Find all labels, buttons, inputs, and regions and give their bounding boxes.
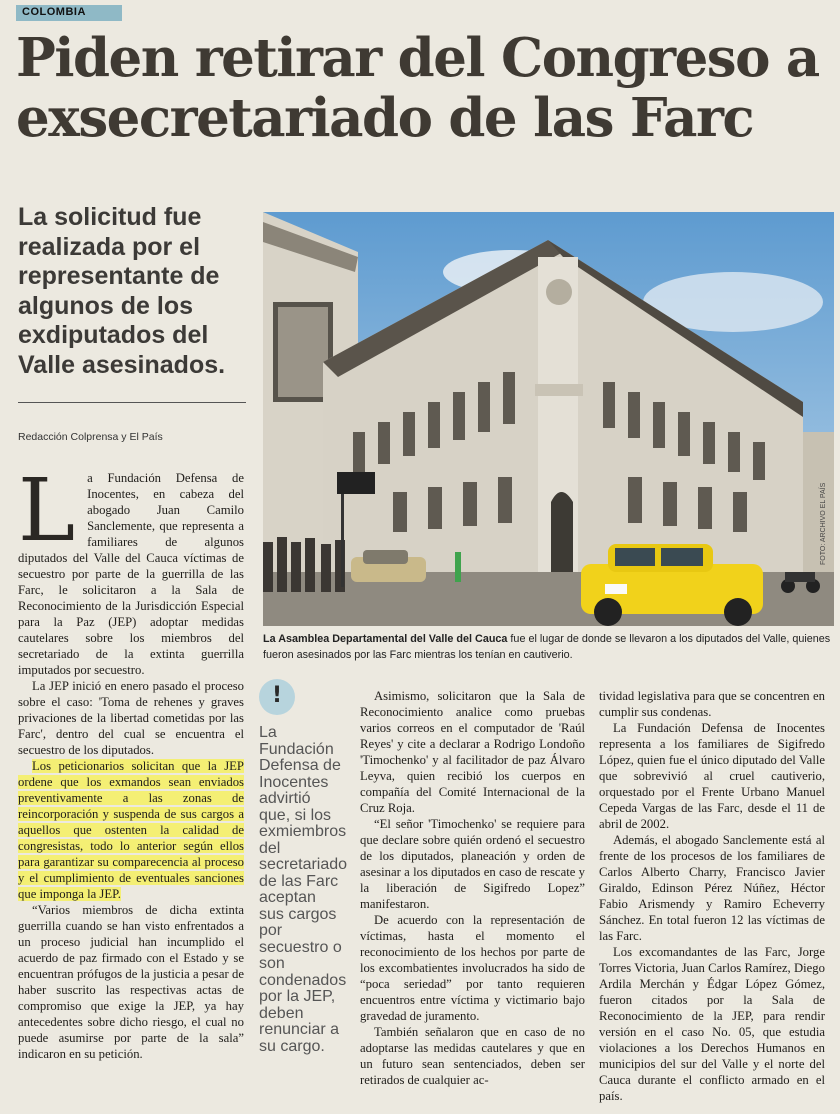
paragraph: “Varios miembros de dicha extinta guerrilla cuando se han visto enfrentados a un proceso judicial han incumplido el acuerdo de paz firmado con el Estado y se encuentran prófugos de la justicia a pesar de haber suscrito las respectivas actas de compromiso que exige la JEP, ya hay antecedentes sobre dicho riesgo, el cual no puede asumirse por parte de la sala” indicaron en su petición. xyxy=(18,903,244,1061)
paragraph: Además, el abogado Sanclemente está al frente de los procesos de los familiares de Carlos Alberto Charry, Francisco Javier Giraldo, Edinson Pérez Núñez, Héctor Fabio Arismendy y Ramiro Echeverry Sánchez. En total fueron 12 las víctimas de las Farc. xyxy=(599,833,825,943)
pull-quote: La Fundación Defensa de Inocentes advirtió que, si los exmiembros del secretariado de las Farc aceptan sus cargos por secuestro o son condenados por la JEP, deben renunciar a su cargo. xyxy=(259,724,348,1055)
caption-text: fue el lugar de donde se llevaron a los diputados del Valle, quienes fueron asesinados por las Farc mientras los tenían en cautiverio. xyxy=(263,633,831,661)
paragraph: Asimismo, solicitaron que la Sala de Reconocimiento analice como pruebas varios correos en el computador de 'Raúl Reyes' y cite a declarar a Rodrigo Londoño 'Timochenko' y al facilitador de paz Álvaro Leyva, quien recibió los cuerpos en compañía del Comité Internacional de la Cruz Roja. xyxy=(360,689,585,815)
paragraph: tividad legislativa para que se concentren en cumplir sus condenas. xyxy=(599,689,825,719)
body-column-1 xyxy=(18,461,244,1062)
section-label: COLOMBIA xyxy=(22,6,86,18)
headline: Piden retirar del Congreso a exsecretariado de las Farc xyxy=(16,27,819,149)
paragraph: a Fundación Defensa de Inocentes, en cabeza del abogado Juan Camilo Sanclemente, que representa a familiares de algunos diputados del Valle del Cauca víctimas de secuestro por parte de la guerrilla de las Farc, le solicitaron a la Sala de Reconocimiento de la Jurisdicción Especial para la Paz (JEP) adoptar medidas cautelares sobre los miembros del secretariado de la extinta guerrilla imputados por secuestro. xyxy=(18,471,244,677)
paragraph: De acuerdo con la representación de víctimas, hasta el momento el reconocimiento de los hechos por parte de los excombatientes involucrados ha sido de “poca seriedad” por tanto requieren encuentros entre víctima y victimario bajo gravedad de juramento. xyxy=(360,913,585,1023)
photo-credit: FOTO: ARCHIVO EL PAÍS xyxy=(820,482,827,565)
paragraph: Los excomandantes de las Farc, Jorge Torres Victoria, Juan Carlos Ramírez, Diego Ardila Merchán y Édgar López Gómez, fueron citados por la Sala de Reconocimiento de la JEP, para rendir versión en el caso No. 05, que estudia violaciones a los Derechos Humanos en municipios del sur del Valle y el norte del Cauca durante el conflicto armado en el país. xyxy=(599,945,825,1103)
body-column-3 xyxy=(599,688,825,1104)
highlighted-paragraph xyxy=(18,758,244,902)
photo-caption xyxy=(263,631,834,663)
exclamation-icon: ! xyxy=(259,679,295,715)
deck-divider xyxy=(18,402,246,403)
article-photo xyxy=(263,212,834,626)
paragraph: La JEP inició en enero pasado el proceso sobre el caso: 'Toma de rehenes y graves privaciones de la libertad cometidas por las Farc', dentro del cual se encuentra el secuestro de los diputados. xyxy=(18,679,244,757)
deck-subtitle: La solicitud fue realizada por el representante de algunos de los exdiputados del Valle asesinados. xyxy=(18,203,226,379)
highlighted-text: Los peticionarios solicitan que la JEP ordene que los exmandos sean enviados preventivamente a las zonas de reincorporación y suspenda de sus cargos a aquellos que ostenten la calidad de congresistas, todo lo anterior según ellos para garantizar su comparecencia al proceso y el cumplimiento de eventuales sanciones que imponga la JEP. xyxy=(18,759,244,901)
paragraph: “El señor 'Timochenko' se requiere para que declare sobre quién ordenó el secuestro de los diputados, planeación y orden de asesinar a los diputados en caso de rescate y la liberación de Sigifredo Lopez” manifestaron. xyxy=(360,817,585,911)
paragraph: La Fundación Defensa de Inocentes representa a los familiares de Sigifredo López, quien fue el único diputado del Valle que sobrevivió al cruel cautiverio, orquestado por el Frente Urbano Manuel Cepeda Vargas de las Farc, desde el 11 de abril de 2002. xyxy=(599,721,825,831)
assembly-building-illustration xyxy=(263,212,834,626)
body-column-2 xyxy=(360,688,585,1088)
section-tag xyxy=(16,5,122,21)
byline: Redacción Colprensa y El País xyxy=(18,431,163,443)
caption-lead: La Asamblea Departamental del Valle del Cauca xyxy=(263,633,508,645)
drop-cap: L xyxy=(18,461,76,561)
paragraph: También señalaron que en caso de no adoptarse las medidas cautelares y que en un futuro sean sentenciados, deben ser retirados de cualquier ac- xyxy=(360,1025,585,1087)
